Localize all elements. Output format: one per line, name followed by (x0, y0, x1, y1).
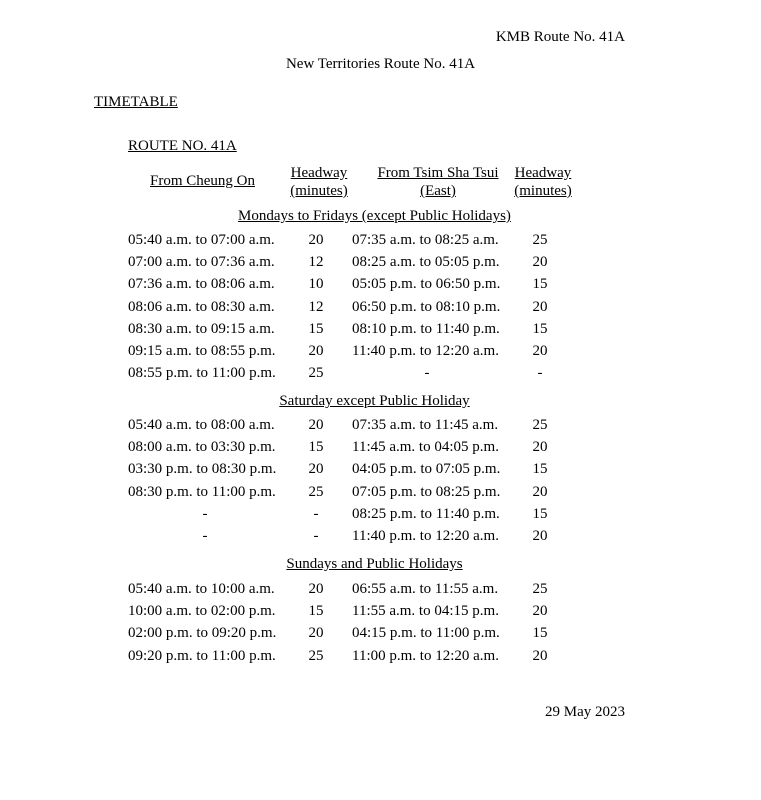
headway-cheung-on: 20 (308, 461, 324, 478)
departure-window-tsim-sha-tsui: 08:25 p.m. to 11:40 p.m. (352, 505, 500, 522)
departure-window-tsim-sha-tsui: 07:05 p.m. to 08:25 p.m. (352, 483, 501, 500)
headway-tsim-sha-tsui: 20 (532, 254, 548, 271)
headway-cheung-on: 20 (308, 417, 324, 433)
headway-cheung-on: 12 (308, 298, 324, 315)
section-title-sundays: Sundays and Public Holidays (286, 556, 463, 572)
headway-tsim-sha-tsui: 15 (532, 320, 548, 337)
table-row (0, 320, 761, 342)
departure-window-tsim-sha-tsui: 11:45 a.m. to 04:05 p.m. (352, 439, 499, 456)
departure-window-tsim-sha-tsui: 11:00 p.m. to 12:20 a.m. (352, 647, 499, 664)
headway-cheung-on: 20 (308, 581, 324, 597)
headway-tsim-sha-tsui: 20 (532, 298, 548, 315)
table-row (0, 647, 761, 669)
departure-window-cheung-on: 09:15 a.m. to 08:55 p.m. (128, 343, 276, 359)
departure-window-tsim-sha-tsui: 06:55 a.m. to 11:55 a.m. (352, 581, 499, 597)
headway-tsim-sha-tsui: 25 (532, 581, 548, 597)
headway-a-line1: Headway (290, 165, 348, 181)
departure-window-cheung-on: 08:30 a.m. to 09:15 a.m. (128, 320, 275, 337)
headway-tsim-sha-tsui: 20 (532, 647, 548, 664)
departure-window-cheung-on: 10:00 a.m. to 02:00 p.m. (128, 603, 276, 620)
headway-cheung-on: 15 (308, 320, 324, 337)
column-header-from-cheung-on: From Cheung On (150, 173, 255, 189)
column-header-headway-b (511, 164, 575, 200)
page-title: New Territories Route No. 41A (285, 56, 476, 72)
headway-cheung-on: - (313, 505, 319, 522)
departure-window-tsim-sha-tsui: 08:10 p.m. to 11:40 p.m. (352, 320, 500, 337)
table-row (0, 460, 761, 482)
departure-window-cheung-on: - (202, 528, 208, 544)
route-number-heading: ROUTE NO. 41A (128, 138, 237, 154)
table-row (0, 364, 761, 386)
headway-tsim-sha-tsui: 15 (532, 625, 548, 642)
from-b-line2: (East) (420, 183, 456, 199)
headway-cheung-on: 25 (308, 483, 324, 500)
headway-tsim-sha-tsui: 20 (532, 343, 548, 359)
departure-window-tsim-sha-tsui: 04:15 p.m. to 11:00 p.m. (352, 625, 500, 642)
table-row (0, 298, 761, 320)
headway-cheung-on: 15 (308, 439, 324, 456)
departure-window-tsim-sha-tsui: 08:25 a.m. to 05:05 p.m. (352, 254, 500, 271)
departure-window-cheung-on: 07:00 a.m. to 07:36 a.m. (128, 254, 275, 271)
table-row (0, 580, 761, 602)
table-row (0, 231, 761, 253)
headway-tsim-sha-tsui: 25 (532, 232, 548, 248)
headway-tsim-sha-tsui: 20 (532, 439, 548, 456)
column-header-headway-a (287, 164, 351, 200)
headway-tsim-sha-tsui: 20 (532, 528, 548, 544)
table-row (0, 624, 761, 646)
headway-cheung-on: 10 (308, 276, 324, 293)
column-header-from-tsim-sha-tsui (364, 164, 512, 200)
departure-window-tsim-sha-tsui: 04:05 p.m. to 07:05 p.m. (352, 461, 501, 478)
departure-window-cheung-on: 05:40 a.m. to 07:00 a.m. (128, 232, 275, 248)
headway-tsim-sha-tsui: 15 (532, 505, 548, 522)
company-route-label: KMB Route No. 41A (495, 29, 625, 45)
departure-window-cheung-on: 08:06 a.m. to 08:30 a.m. (128, 298, 275, 315)
headway-b-line1: Headway (514, 165, 572, 181)
table-row (0, 505, 761, 527)
departure-window-cheung-on: - (202, 505, 208, 522)
headway-cheung-on: 12 (308, 254, 324, 271)
departure-window-cheung-on: 09:20 p.m. to 11:00 p.m. (128, 647, 276, 664)
headway-tsim-sha-tsui: 20 (532, 603, 548, 620)
departure-window-cheung-on: 03:30 p.m. to 08:30 p.m. (128, 461, 277, 478)
headway-cheung-on: 15 (308, 603, 324, 620)
table-row (0, 438, 761, 460)
headway-tsim-sha-tsui: - (537, 365, 543, 382)
headway-cheung-on: 20 (308, 343, 324, 359)
section-title-weekdays: Mondays to Fridays (except Public Holidays) (238, 208, 511, 224)
departure-window-tsim-sha-tsui: 07:35 a.m. to 08:25 a.m. (352, 232, 499, 248)
departure-window-cheung-on: 08:30 p.m. to 11:00 p.m. (128, 483, 276, 500)
departure-window-tsim-sha-tsui: 05:05 p.m. to 06:50 p.m. (352, 276, 501, 293)
departure-window-tsim-sha-tsui: 07:35 a.m. to 11:45 a.m. (352, 417, 499, 433)
headway-cheung-on: - (313, 528, 319, 544)
departure-window-cheung-on: 08:55 p.m. to 11:00 p.m. (128, 365, 276, 382)
from-b-line1: From Tsim Sha Tsui (377, 165, 499, 181)
headway-cheung-on: 25 (308, 365, 324, 382)
departure-window-tsim-sha-tsui: 11:40 p.m. to 12:20 a.m. (352, 343, 499, 359)
departure-window-tsim-sha-tsui: 06:50 p.m. to 08:10 p.m. (352, 298, 501, 315)
headway-cheung-on: 20 (308, 625, 324, 642)
table-row (0, 602, 761, 624)
timetable-heading: TIMETABLE (94, 94, 178, 110)
departure-window-cheung-on: 05:40 a.m. to 08:00 a.m. (128, 417, 275, 433)
table-row (0, 416, 761, 438)
headway-tsim-sha-tsui: 20 (532, 483, 548, 500)
section-title-saturday: Saturday except Public Holiday (279, 393, 470, 409)
departure-window-cheung-on: 08:00 a.m. to 03:30 p.m. (128, 439, 276, 456)
departure-window-tsim-sha-tsui: 11:40 p.m. to 12:20 a.m. (352, 528, 499, 544)
headway-a-line2: (minutes) (290, 183, 348, 199)
headway-cheung-on: 25 (308, 647, 324, 664)
departure-window-tsim-sha-tsui: - (424, 365, 430, 382)
table-row (0, 253, 761, 275)
table-row (0, 483, 761, 505)
table-row (0, 275, 761, 297)
departure-window-cheung-on: 07:36 a.m. to 08:06 a.m. (128, 276, 275, 293)
headway-tsim-sha-tsui: 25 (532, 417, 548, 433)
issue-date: 29 May 2023 (545, 704, 625, 720)
headway-b-line2: (minutes) (514, 183, 572, 199)
headway-tsim-sha-tsui: 15 (532, 461, 548, 478)
departure-window-cheung-on: 02:00 p.m. to 09:20 p.m. (128, 625, 277, 642)
departure-window-tsim-sha-tsui: 11:55 a.m. to 04:15 p.m. (352, 603, 499, 620)
table-row (0, 527, 761, 549)
departure-window-cheung-on: 05:40 a.m. to 10:00 a.m. (128, 581, 275, 597)
headway-tsim-sha-tsui: 15 (532, 276, 548, 293)
table-row (0, 342, 761, 364)
headway-cheung-on: 20 (308, 232, 324, 248)
